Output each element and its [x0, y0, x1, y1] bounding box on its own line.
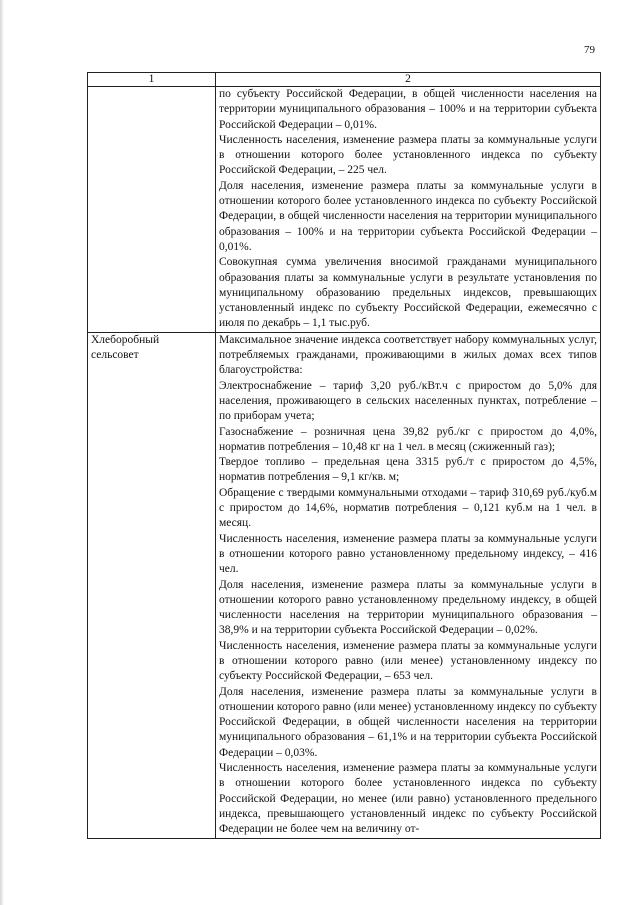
description-cell	[216, 332, 601, 838]
page-number: 79	[584, 44, 595, 56]
column-header-2: 2	[216, 73, 601, 87]
paragraph: Численность населения, изменение размера платы за коммунальные услуги в отношении которого равно установленному предельному индексу, – 416 чел.	[219, 532, 597, 576]
region-name-line: Хлеборобный	[91, 333, 160, 346]
paragraph: по субъекту Российской Федерации, в общей численности населения на территории муниципального образования – 100% и на территории субъекта Российской Федерации – 0,01%.	[219, 88, 597, 131]
paragraph: Твердое топливо – предельная цена 3315 руб./т с приростом до 4,5%, норматив потребления – 9,1 кг/кв. м;	[219, 456, 597, 484]
paragraph: Максимальное значение индекса соответствует набору коммунальных услуг, потребляемых гражданами, проживающими в жилых домах всех типов благоустройства:	[219, 333, 597, 377]
paragraph: Доля населения, изменение размера платы за коммунальные услуги в отношении которого равно (или менее) установленному индексу по субъекту Российской Федерации, в общей численности населения на территории муниципального образования – 61,1% и на территории субъекта Российской Федерации – 0,03%.	[219, 685, 597, 759]
description-cell	[216, 87, 601, 333]
paragraph: Электроснабжение – тариф 3,20 руб./кВт.ч с приростом до 5,0% для населения, проживающего в сельских населенных пунктах, потребление – по приборам учета;	[219, 379, 597, 423]
paragraph: Численность населения, изменение размера платы за коммунальные услуги в отношении которого более установленного индекса по субъекту Российской Федерации, – 225 чел.	[219, 133, 597, 177]
paragraph: Доля населения, изменение размера платы за коммунальные услуги в отношении которого равно установленному предельному индексу, в общей численности населения на территории муниципального образования – 38,9% и на территории субъекта Российской Федерации – 0,02%.	[219, 578, 597, 637]
paragraph: Газоснабжение – розничная цена 39,82 руб./кг с приростом до 4,0%, норматив потребления – 10,48 кг на 1 чел. в месяц (сжиженный газ);	[219, 425, 597, 453]
paragraph: Доля населения, изменение размера платы за коммунальные услуги в отношении которого более установленного индекса по субъекту Российской Федерации, в общей численности населения на территории муниципального образования – 100% и на территории субъекта Российской Федерации – 0,01%.	[219, 179, 597, 253]
region-cell	[88, 332, 216, 838]
paragraph: Обращение с твердыми коммунальными отходами – тариф 310,69 руб./куб.м с приростом до 14,6%, норматив потребления – 0,121 куб.м на 1 чел. в месяц.	[219, 486, 597, 530]
region-name-line: сельсовет	[91, 349, 139, 362]
table-header-row	[88, 73, 601, 87]
table-row	[88, 332, 601, 838]
paragraph: Численность населения, изменение размера платы за коммунальные услуги в отношении которого равно (или менее) установленному индексу по субъекту Российской Федерации, – 653 чел.	[219, 639, 597, 683]
paragraph: Совокупная сумма увеличения вносимой гражданами муниципального образования платы за коммунальные услуги в результате установления по муниципальному образованию предельных индексов, превышающих установленный индекс по субъекту Российской Федерации, ежемесячно с июля по декабрь – 1,1 тыс.руб.	[219, 256, 597, 330]
column-header-1: 1	[88, 73, 216, 87]
table-row	[88, 87, 601, 333]
paragraph: Численность населения, изменение размера платы за коммунальные услуги в отношении которого более установленного индекса по субъекту Российской Федерации, но менее (или равно) установленного предельного индекса, превышающего установленный индекс по субъекту Российской Федерации не более чем на величину от-	[219, 762, 597, 836]
indices-table	[87, 72, 601, 839]
region-cell	[88, 87, 216, 333]
scan-edge	[0, 0, 4, 905]
